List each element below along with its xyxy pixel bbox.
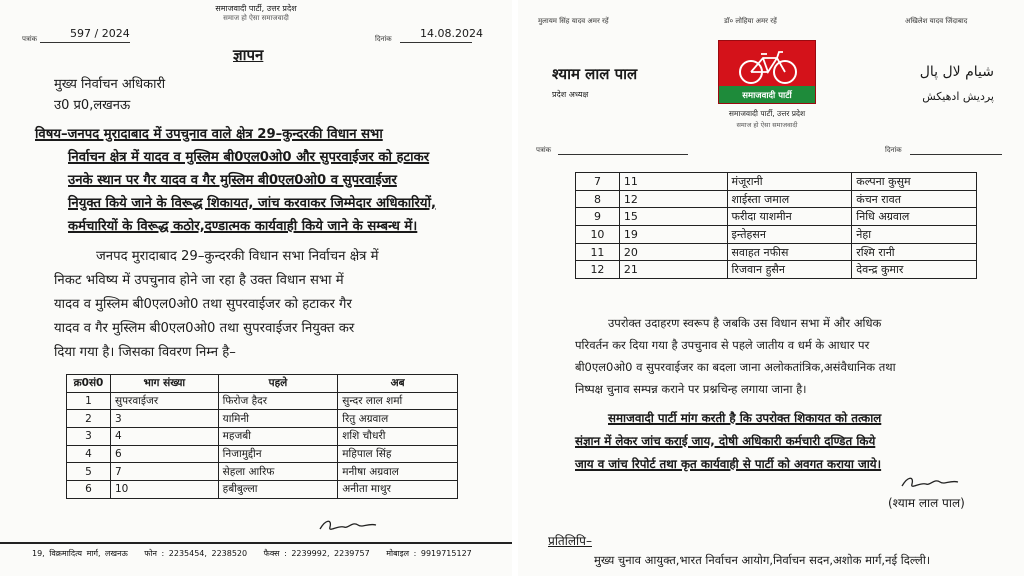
cell-before: निजामुद्दीन [218, 445, 338, 463]
cell-part: 11 [619, 173, 727, 191]
subject-line: विषय–जनपद मुरादाबाद में उपचुनाव वाले क्षेत्र 29–कुन्दरकी विधान सभा [35, 127, 383, 142]
cell-after: देवन्द्र कुमार [852, 261, 977, 279]
party-motto: समाज हो ऐसा समाजवादी [736, 121, 798, 129]
table-row [576, 226, 977, 244]
cell-before: मंजूरानी [727, 173, 852, 191]
header-slogan-right: अखिलेश यादव जिंदाबाद [905, 17, 968, 25]
body-line: जनपद मुरादाबाद 29–कुन्दरकी विधान सभा निर्वाचन क्षेत्र में [96, 249, 379, 264]
subject-line: उनके स्थान पर गैर यादव व गैर मुस्लिम बी0एल0ओ0 व सुपरवाईजर [68, 173, 397, 188]
cell-serial: 2 [67, 410, 111, 428]
cell-serial: 1 [67, 392, 111, 410]
table-row [576, 261, 977, 279]
cell-part: 12 [619, 190, 727, 208]
logo-text: समाजवादी पार्टी [742, 91, 792, 101]
footer-contact [32, 548, 472, 559]
party-header: समाजवादी पार्टी, उत्तर प्रदेश [215, 4, 297, 13]
column-header: भाग संख्या [110, 375, 218, 393]
cell-serial: 3 [67, 428, 111, 446]
signature-mark [318, 515, 378, 537]
cell-serial: 10 [576, 226, 620, 244]
cell-before: इन्तेहसन [727, 226, 852, 244]
page-gap [512, 0, 518, 576]
sender-name-urdu: شیام لال پال [919, 64, 994, 80]
cell-part: 3 [110, 410, 218, 428]
table-row [576, 173, 977, 191]
cell-after: शशि चौधरी [338, 428, 458, 446]
addressee-line-1: मुख्य निर्वाचन अधिकारी [54, 77, 166, 92]
bicycle-icon [737, 46, 799, 86]
cell-before: यामिनी [218, 410, 338, 428]
patrank-line [558, 154, 688, 155]
signature-mark [900, 472, 960, 494]
header-slogan-center: डॉ० लोहिया अमर रहें [724, 17, 777, 25]
details-table [66, 374, 458, 499]
cell-serial: 6 [67, 481, 111, 499]
details-table-continued [575, 172, 977, 279]
column-header: अब [338, 375, 458, 393]
cell-serial: 8 [576, 190, 620, 208]
demand-line: समाजवादी पार्टी मांग करती है कि उपरोक्त शिकायत को तत्काल [608, 411, 882, 425]
cell-part: 15 [619, 208, 727, 226]
dinank-line [400, 42, 472, 43]
body-line: दिया गया है। जिसका विवरण निम्न है– [54, 345, 236, 360]
cell-before: फिरोज हैदर [218, 392, 338, 410]
copy-recipient: मुख्य चुनाव आयुक्त,भारत निर्वाचन आयोग,निर्वाचन सदन,अशोक मार्ग,नई दिल्ली। [594, 553, 931, 567]
dinank-label: दिनांक [885, 146, 902, 154]
cell-after: रितु अग्रवाल [338, 410, 458, 428]
cell-after: रश्मि रानी [852, 243, 977, 261]
patrank-value: 597 / 2024 [70, 27, 130, 40]
cell-after: कल्पना कुसुम [852, 173, 977, 191]
dinank-value: 14.08.2024 [420, 27, 483, 40]
cell-part: 6 [110, 445, 218, 463]
cell-before: सवाहत नफीस [727, 243, 852, 261]
para-line: निष्पक्ष चुनाव सम्पन्न कराने पर प्रश्नचिन्ह लगाया जाना है। [575, 382, 807, 396]
patrank-label: पत्रांक [536, 146, 552, 154]
cell-after: मनीषा अग्रवाल [338, 463, 458, 481]
cell-serial: 11 [576, 243, 620, 261]
letter-page-right [518, 0, 1024, 576]
footer-mobile: मोबाइल : 9919715127 [386, 549, 472, 558]
table-row [67, 445, 458, 463]
patrank-line [40, 42, 130, 43]
para-line: परिवर्तन कर दिया गया है उपचुनाव से पहले जातीय व धर्म के आधार पर [575, 338, 870, 352]
dinank-label: दिनांक [375, 35, 392, 43]
table-row [67, 410, 458, 428]
cell-after: सुन्दर लाल शर्मा [338, 392, 458, 410]
para-line: उपरोक्त उदाहरण स्वरूप है जबकि उस विधान सभा में और अधिक [608, 316, 882, 330]
subject-line: निर्वाचन क्षेत्र में यादव व मुस्लिम बी0एल0ओ0 और सुपरवाईजर को हटाकर [68, 150, 430, 165]
dinank-line [910, 154, 1002, 155]
cell-after: निधि अग्रवाल [852, 208, 977, 226]
cell-serial: 12 [576, 261, 620, 279]
cell-serial: 4 [67, 445, 111, 463]
party-motto: समाज हो ऐसा समाजवादी [223, 14, 289, 22]
body-line: यादव व मुस्लिम बी0एल0ओ0 तथा सुपरवाईजर को हटाकर गैर [54, 297, 352, 312]
footer-rule [0, 542, 512, 544]
table-row [67, 392, 458, 410]
cell-before: सेहला आरिफ [218, 463, 338, 481]
table-header-row [67, 375, 458, 393]
column-header: पहले [218, 375, 338, 393]
column-header: क्र0सं0 [67, 375, 111, 393]
cell-part: 7 [110, 463, 218, 481]
header-slogan-left: मुलायम सिंह यादव अमर रहें [538, 17, 609, 25]
addressee-line-2: उ0 प्र0,लखनऊ [54, 98, 131, 113]
cell-part: 19 [619, 226, 727, 244]
cell-part: 10 [110, 481, 218, 499]
cell-before: शाईस्ता जमाल [727, 190, 852, 208]
party-header: समाजवादी पार्टी, उत्तर प्रदेश [728, 109, 806, 118]
cell-after: महिपाल सिंह [338, 445, 458, 463]
cell-part: 4 [110, 428, 218, 446]
table-row [67, 428, 458, 446]
page-title: ज्ञापन [233, 46, 264, 64]
sender-designation-hindi: प्रदेश अध्यक्ष [552, 90, 589, 99]
table-row [67, 481, 458, 499]
patrank-label: पत्रांक [22, 35, 38, 43]
demand-line: जाय व जांच रिपोर्ट तथा कृत कार्यवाही से पार्टी को अवगत कराया जाये। [575, 457, 882, 471]
body-line: यादव व गैर मुस्लिम बी0एल0ओ0 तथा सुपरवाईजर नियुक्त कर [54, 321, 355, 336]
cell-before: महजबी [218, 428, 338, 446]
subject-line: नियुक्त किये जाने के विरूद्ध शिकायत, जांच करवाकर जिम्मेदार अधिकारियों, [68, 196, 436, 211]
cell-before: हबीबुल्ला [218, 481, 338, 499]
cell-after: नेहा [852, 226, 977, 244]
cell-after: कंचन रावत [852, 190, 977, 208]
para-line: बी0एल0ओ0 व सुपरवाईजर का बदला जाना अलोकतांत्रिक,असंवैधानिक तथा [575, 360, 896, 374]
cell-serial: 5 [67, 463, 111, 481]
footer-phone: फोन : 2235454, 2238520 [144, 549, 248, 558]
footer-address: 19, विक्रमादित्य मार्ग, लखनऊ [32, 549, 128, 558]
table-row [576, 208, 977, 226]
cell-part: 20 [619, 243, 727, 261]
party-logo [718, 40, 816, 104]
cell-part: 21 [619, 261, 727, 279]
demand-line: संज्ञान में लेकर जांच कराई जाय, दोषी अधिकारी कर्मचारी दण्डित किये [575, 434, 876, 448]
cell-serial: 9 [576, 208, 620, 226]
sender-designation-urdu: پردیش ادھیکش [922, 90, 994, 103]
copy-label: प्रतिलिपि– [548, 534, 592, 548]
table-row [67, 463, 458, 481]
cell-after: अनीता माथुर [338, 481, 458, 499]
subject-line: कर्मचारियों के विरूद्ध कठोर,दण्डात्मक कार्यवाही किये जाने के सम्बन्ध में। [68, 219, 418, 234]
table-row [576, 243, 977, 261]
cell-part: सुपरवाईजर [110, 392, 218, 410]
sender-name-hindi: श्याम लाल पाल [552, 65, 638, 83]
cell-before: फरीदा याशमीन [727, 208, 852, 226]
signature-name: (श्याम लाल पाल) [888, 496, 965, 510]
footer-fax: फैक्स : 2239992, 2239757 [263, 549, 370, 558]
cell-before: रिजवान हुसैन [727, 261, 852, 279]
body-line: निकट भविष्य में उपचुनाव होने जा रहा है उक्त विधान सभा में [54, 273, 344, 288]
cell-serial: 7 [576, 173, 620, 191]
table-row [576, 190, 977, 208]
